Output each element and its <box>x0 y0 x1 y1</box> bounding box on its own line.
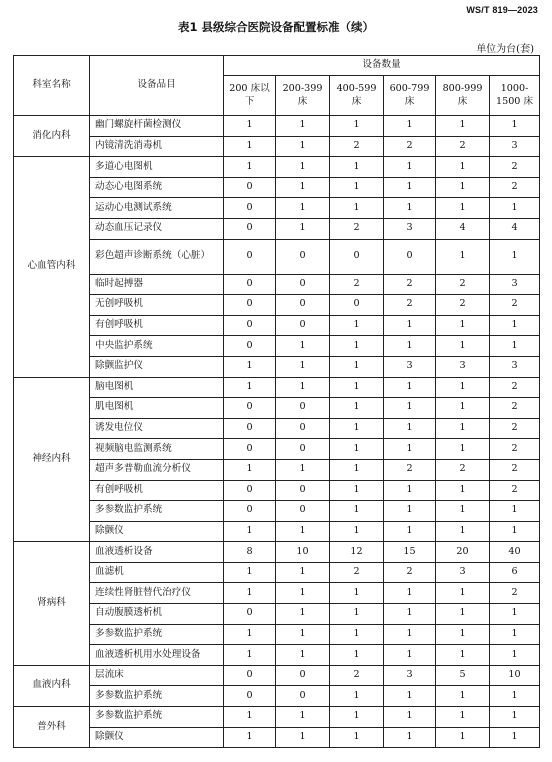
quantity-cell: 1 <box>330 377 384 398</box>
table-row <box>14 377 540 398</box>
quantity-cell: 1 <box>276 562 330 583</box>
quantity-cell: 3 <box>490 136 540 157</box>
quantity-cell: 1 <box>330 336 384 357</box>
quantity-cell: 2 <box>436 295 490 316</box>
quantity-cell: 0 <box>224 177 276 198</box>
header-beds-2: 200-399 床 <box>276 76 330 116</box>
equipment-item-cell: 层流床 <box>90 665 224 686</box>
department-cell: 普外科 <box>14 707 90 748</box>
table-row <box>14 583 540 604</box>
quantity-cell: 1 <box>276 583 330 604</box>
quantity-cell: 1 <box>490 727 540 748</box>
quantity-cell: 1 <box>276 177 330 198</box>
quantity-cell: 0 <box>276 398 330 419</box>
table-row <box>14 480 540 501</box>
quantity-cell: 1 <box>384 583 436 604</box>
quantity-cell: 1 <box>330 583 384 604</box>
quantity-cell: 1 <box>436 177 490 198</box>
table-row <box>14 521 540 542</box>
quantity-cell: 1 <box>490 624 540 645</box>
quantity-cell: 1 <box>384 418 436 439</box>
equipment-item-cell: 血液透析设备 <box>90 542 224 563</box>
unit-note: 单位为台(套) <box>476 44 534 55</box>
quantity-cell: 1 <box>384 645 436 666</box>
quantity-cell: 1 <box>436 398 490 419</box>
table-row <box>14 295 540 316</box>
quantity-cell: 0 <box>276 686 330 707</box>
quantity-cell: 1 <box>330 198 384 219</box>
quantity-cell: 1 <box>436 377 490 398</box>
quantity-cell: 0 <box>330 295 384 316</box>
quantity-cell: 2 <box>436 136 490 157</box>
table-row <box>14 562 540 583</box>
table-row <box>14 604 540 625</box>
equipment-item-cell: 运动心电测试系统 <box>90 198 224 219</box>
equipment-item-cell: 有创呼吸机 <box>90 315 224 336</box>
quantity-cell: 1 <box>224 459 276 480</box>
quantity-cell: 1 <box>276 727 330 748</box>
quantity-cell: 1 <box>276 645 330 666</box>
equipment-item-cell: 脑电图机 <box>90 377 224 398</box>
quantity-cell: 0 <box>224 315 276 336</box>
quantity-cell: 20 <box>436 542 490 563</box>
table-row <box>14 727 540 748</box>
quantity-cell: 1 <box>330 521 384 542</box>
table-row <box>14 398 540 419</box>
quantity-cell: 1 <box>224 356 276 377</box>
quantity-cell: 1 <box>224 583 276 604</box>
quantity-cell: 2 <box>330 562 384 583</box>
quantity-cell: 2 <box>490 418 540 439</box>
quantity-cell: 1 <box>384 198 436 219</box>
quantity-cell: 1 <box>276 604 330 625</box>
table-row <box>14 136 540 157</box>
quantity-cell: 0 <box>330 239 384 274</box>
quantity-cell: 1 <box>436 439 490 460</box>
quantity-cell: 1 <box>384 521 436 542</box>
table-row <box>14 336 540 357</box>
header-beds-3: 400-599 床 <box>330 76 384 116</box>
quantity-cell: 2 <box>384 562 436 583</box>
table-row <box>14 116 540 137</box>
equipment-item-cell: 超声多普勒血流分析仪 <box>90 459 224 480</box>
table-row <box>14 239 540 274</box>
quantity-cell: 0 <box>224 686 276 707</box>
quantity-cell: 1 <box>490 336 540 357</box>
quantity-cell: 2 <box>490 295 540 316</box>
table-row <box>14 624 540 645</box>
equipment-config-table <box>13 55 540 748</box>
quantity-cell: 1 <box>384 398 436 419</box>
quantity-cell: 1 <box>384 707 436 728</box>
quantity-cell: 1 <box>276 459 330 480</box>
table-row <box>14 356 540 377</box>
quantity-cell: 3 <box>384 665 436 686</box>
table-row <box>14 439 540 460</box>
quantity-cell: 1 <box>384 177 436 198</box>
equipment-item-cell: 多参数监护系统 <box>90 624 224 645</box>
quantity-cell: 2 <box>384 459 436 480</box>
equipment-item-cell: 诱发电位仪 <box>90 418 224 439</box>
quantity-cell: 0 <box>224 439 276 460</box>
quantity-cell: 1 <box>330 177 384 198</box>
quantity-cell: 1 <box>436 157 490 178</box>
quantity-cell: 6 <box>490 562 540 583</box>
quantity-cell: 0 <box>224 239 276 274</box>
quantity-cell: 1 <box>384 604 436 625</box>
quantity-cell: 1 <box>384 377 436 398</box>
quantity-cell: 1 <box>436 501 490 522</box>
quantity-cell: 10 <box>276 542 330 563</box>
quantity-cell: 1 <box>276 336 330 357</box>
quantity-cell: 1 <box>384 686 436 707</box>
quantity-cell: 1 <box>330 418 384 439</box>
equipment-item-cell: 多参数监护系统 <box>90 501 224 522</box>
quantity-cell: 3 <box>384 218 436 239</box>
quantity-cell: 1 <box>436 418 490 439</box>
quantity-cell: 1 <box>330 727 384 748</box>
header-item: 设备品目 <box>90 56 224 116</box>
table-row <box>14 707 540 728</box>
quantity-cell: 1 <box>330 645 384 666</box>
equipment-item-cell: 除颤仪 <box>90 727 224 748</box>
quantity-cell: 0 <box>224 198 276 219</box>
quantity-cell: 2 <box>490 157 540 178</box>
department-cell: 血液内科 <box>14 665 90 706</box>
quantity-cell: 1 <box>276 116 330 137</box>
quantity-cell: 15 <box>384 542 436 563</box>
quantity-cell: 1 <box>436 336 490 357</box>
quantity-cell: 0 <box>224 665 276 686</box>
equipment-item-cell: 临时起搏器 <box>90 274 224 295</box>
quantity-cell: 0 <box>224 418 276 439</box>
quantity-cell: 3 <box>490 274 540 295</box>
quantity-cell: 0 <box>224 218 276 239</box>
equipment-item-cell: 多参数监护系统 <box>90 707 224 728</box>
quantity-cell: 1 <box>330 157 384 178</box>
quantity-cell: 1 <box>436 315 490 336</box>
table-row <box>14 274 540 295</box>
quantity-cell: 3 <box>490 356 540 377</box>
quantity-cell: 1 <box>330 356 384 377</box>
quantity-cell: 1 <box>330 501 384 522</box>
table-row <box>14 157 540 178</box>
equipment-item-cell: 幽门螺旋杆菌检测仪 <box>90 116 224 137</box>
quantity-cell: 0 <box>276 665 330 686</box>
quantity-cell: 1 <box>276 356 330 377</box>
quantity-cell: 12 <box>330 542 384 563</box>
quantity-cell: 1 <box>276 377 330 398</box>
quantity-cell: 1 <box>490 645 540 666</box>
quantity-cell: 1 <box>224 562 276 583</box>
quantity-cell: 4 <box>490 218 540 239</box>
table-row <box>14 218 540 239</box>
quantity-cell: 2 <box>490 459 540 480</box>
table-row <box>14 198 540 219</box>
quantity-cell: 1 <box>330 398 384 419</box>
quantity-cell: 1 <box>224 521 276 542</box>
quantity-cell: 1 <box>330 624 384 645</box>
quantity-cell: 2 <box>384 295 436 316</box>
quantity-cell: 0 <box>224 295 276 316</box>
equipment-item-cell: 内镜清洗消毒机 <box>90 136 224 157</box>
table-body <box>14 116 540 748</box>
quantity-cell: 0 <box>224 336 276 357</box>
quantity-cell: 0 <box>276 295 330 316</box>
quantity-cell: 0 <box>276 274 330 295</box>
table-row <box>14 686 540 707</box>
table-row <box>14 665 540 686</box>
equipment-item-cell: 除颤监护仪 <box>90 356 224 377</box>
table-row <box>14 418 540 439</box>
quantity-cell: 1 <box>436 480 490 501</box>
quantity-cell: 1 <box>384 116 436 137</box>
quantity-cell: 1 <box>436 116 490 137</box>
quantity-cell: 2 <box>490 439 540 460</box>
quantity-cell: 1 <box>490 315 540 336</box>
equipment-item-cell: 自动腹膜透析机 <box>90 604 224 625</box>
equipment-item-cell: 血滤机 <box>90 562 224 583</box>
quantity-cell: 2 <box>330 136 384 157</box>
quantity-cell: 1 <box>276 521 330 542</box>
quantity-cell: 1 <box>436 604 490 625</box>
quantity-cell: 1 <box>490 239 540 274</box>
quantity-cell: 1 <box>224 707 276 728</box>
quantity-cell: 1 <box>384 727 436 748</box>
quantity-cell: 1 <box>224 136 276 157</box>
quantity-cell: 1 <box>384 315 436 336</box>
quantity-cell: 1 <box>330 604 384 625</box>
quantity-cell: 1 <box>436 686 490 707</box>
quantity-cell: 1 <box>384 480 436 501</box>
quantity-cell: 2 <box>490 377 540 398</box>
quantity-cell: 40 <box>490 542 540 563</box>
quantity-cell: 2 <box>330 218 384 239</box>
equipment-item-cell: 无创呼吸机 <box>90 295 224 316</box>
department-cell: 心血管内科 <box>14 157 90 377</box>
quantity-cell: 1 <box>384 157 436 178</box>
quantity-cell: 2 <box>490 480 540 501</box>
equipment-item-cell: 有创呼吸机 <box>90 480 224 501</box>
quantity-cell: 1 <box>330 315 384 336</box>
table-row <box>14 177 540 198</box>
quantity-cell: 1 <box>490 686 540 707</box>
quantity-cell: 0 <box>276 239 330 274</box>
quantity-cell: 1 <box>276 707 330 728</box>
quantity-cell: 1 <box>224 645 276 666</box>
quantity-cell: 1 <box>490 604 540 625</box>
quantity-cell: 0 <box>224 274 276 295</box>
department-cell: 肾病科 <box>14 542 90 666</box>
quantity-cell: 1 <box>384 501 436 522</box>
quantity-cell: 1 <box>436 583 490 604</box>
quantity-cell: 1 <box>384 439 436 460</box>
quantity-cell: 1 <box>224 377 276 398</box>
quantity-cell: 2 <box>490 177 540 198</box>
table-title: 表1 县级综合医院设备配置标准（续） <box>177 20 374 34</box>
equipment-item-cell: 血液透析机用水处理设备 <box>90 645 224 666</box>
table-row <box>14 645 540 666</box>
quantity-cell: 3 <box>436 356 490 377</box>
equipment-item-cell: 肌电图机 <box>90 398 224 419</box>
quantity-cell: 1 <box>436 521 490 542</box>
quantity-cell: 1 <box>224 116 276 137</box>
quantity-cell: 1 <box>224 727 276 748</box>
quantity-cell: 2 <box>436 274 490 295</box>
quantity-cell: 0 <box>224 604 276 625</box>
equipment-item-cell: 除颤仪 <box>90 521 224 542</box>
quantity-cell: 3 <box>436 562 490 583</box>
quantity-cell: 1 <box>276 157 330 178</box>
department-cell: 神经内科 <box>14 377 90 542</box>
quantity-cell: 1 <box>490 501 540 522</box>
quantity-cell: 1 <box>276 624 330 645</box>
quantity-cell: 1 <box>384 624 436 645</box>
equipment-item-cell: 动态血压记录仪 <box>90 218 224 239</box>
quantity-cell: 0 <box>224 501 276 522</box>
quantity-cell: 0 <box>276 480 330 501</box>
quantity-cell: 0 <box>276 418 330 439</box>
document-code: WS/T 819—2023 <box>466 5 538 15</box>
quantity-cell: 1 <box>436 707 490 728</box>
quantity-cell: 1 <box>224 624 276 645</box>
equipment-item-cell: 动态心电图系统 <box>90 177 224 198</box>
equipment-item-cell: 中央监护系统 <box>90 336 224 357</box>
header-beds-4: 600-799 床 <box>384 76 436 116</box>
quantity-cell: 1 <box>330 439 384 460</box>
quantity-cell: 1 <box>330 116 384 137</box>
quantity-cell: 2 <box>330 665 384 686</box>
quantity-cell: 10 <box>490 665 540 686</box>
quantity-cell: 1 <box>330 459 384 480</box>
quantity-cell: 0 <box>276 439 330 460</box>
equipment-item-cell: 视频脑电监测系统 <box>90 439 224 460</box>
quantity-cell: 2 <box>436 459 490 480</box>
header-quantity: 设备数量 <box>224 56 540 76</box>
quantity-cell: 5 <box>436 665 490 686</box>
quantity-cell: 1 <box>436 624 490 645</box>
quantity-cell: 2 <box>330 274 384 295</box>
quantity-cell: 2 <box>490 398 540 419</box>
table-row <box>14 315 540 336</box>
quantity-cell: 2 <box>384 274 436 295</box>
quantity-cell: 1 <box>436 727 490 748</box>
quantity-cell: 1 <box>330 480 384 501</box>
quantity-cell: 0 <box>276 501 330 522</box>
quantity-cell: 8 <box>224 542 276 563</box>
equipment-item-cell: 多道心电图机 <box>90 157 224 178</box>
equipment-item-cell: 多参数监护系统 <box>90 686 224 707</box>
quantity-cell: 0 <box>276 315 330 336</box>
table-row <box>14 501 540 522</box>
quantity-cell: 4 <box>436 218 490 239</box>
quantity-cell: 0 <box>224 398 276 419</box>
quantity-cell: 1 <box>276 198 330 219</box>
quantity-cell: 2 <box>490 583 540 604</box>
header-beds-5: 800-999 床 <box>436 76 490 116</box>
quantity-cell: 1 <box>490 707 540 728</box>
equipment-item-cell: 彩色超声诊断系统（心脏） <box>90 239 224 274</box>
quantity-cell: 0 <box>384 239 436 274</box>
quantity-cell: 0 <box>224 480 276 501</box>
quantity-cell: 3 <box>384 356 436 377</box>
quantity-cell: 2 <box>384 136 436 157</box>
quantity-cell: 1 <box>224 157 276 178</box>
table-row <box>14 542 540 563</box>
department-cell: 消化内科 <box>14 116 90 157</box>
quantity-cell: 1 <box>436 239 490 274</box>
quantity-cell: 1 <box>436 645 490 666</box>
header-beds-6: 1000-1500 床 <box>490 76 540 116</box>
quantity-cell: 1 <box>276 218 330 239</box>
quantity-cell: 1 <box>330 686 384 707</box>
quantity-cell: 1 <box>330 707 384 728</box>
quantity-cell: 1 <box>490 198 540 219</box>
quantity-cell: 1 <box>490 116 540 137</box>
quantity-cell: 1 <box>384 336 436 357</box>
header-dept: 科室名称 <box>14 56 90 116</box>
table-row <box>14 459 540 480</box>
quantity-cell: 1 <box>436 198 490 219</box>
quantity-cell: 1 <box>276 136 330 157</box>
equipment-item-cell: 连续性肾脏替代治疗仪 <box>90 583 224 604</box>
header-beds-1: 200 床以下 <box>224 76 276 116</box>
quantity-cell: 1 <box>490 521 540 542</box>
